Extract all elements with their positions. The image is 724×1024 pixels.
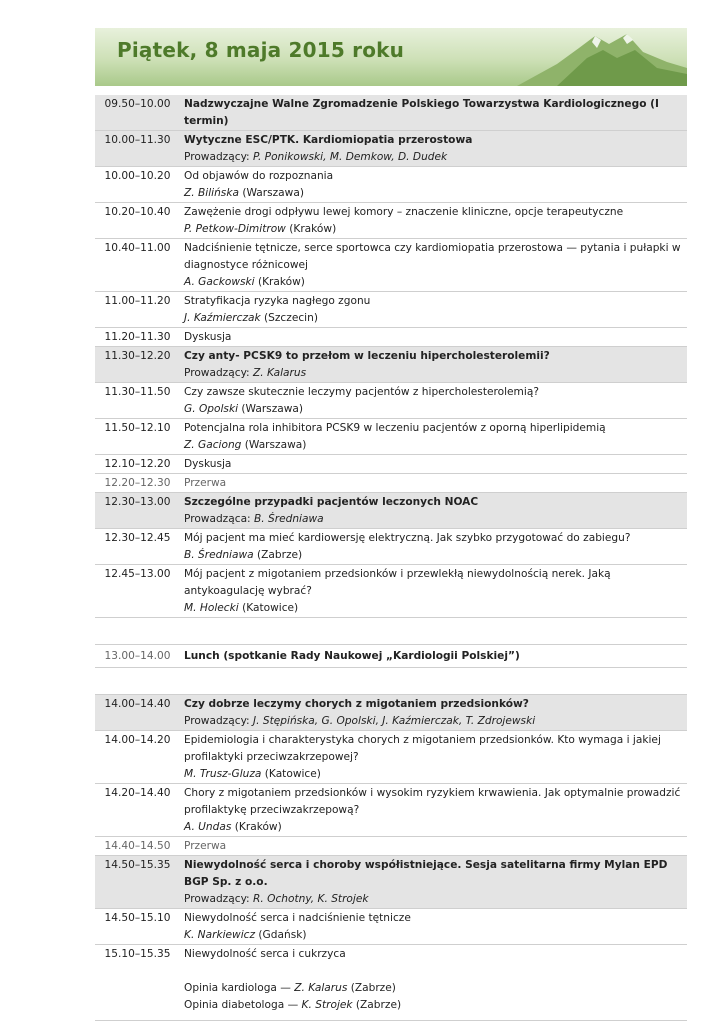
table-row: [95, 565, 687, 618]
talk-title: Niewydolność serca i nadciśnienie tętnicze: [184, 912, 411, 924]
time-cell: 12.45–13.00: [104, 568, 171, 580]
time-cell: 11.50–12.10: [104, 422, 171, 434]
speaker-name: K. Strojek: [301, 999, 353, 1011]
table-row: [95, 347, 687, 383]
time-cell: 14.40–14.50: [104, 840, 171, 852]
talk-title: Niewydolność serca i cukrzyca: [184, 948, 346, 960]
chair-label: Prowadzący:: [184, 715, 250, 727]
time-cell: 14.00–14.40: [104, 698, 171, 710]
table-row: [95, 731, 687, 784]
time-cell: 12.10–12.20: [104, 458, 171, 470]
time-cell: 10.00–10.20: [104, 170, 171, 182]
speaker-place: (Warszawa): [244, 439, 307, 451]
chair-label: Prowadzący:: [184, 151, 250, 163]
session-title: Czy anty- PCSK9 to przełom w leczeniu hipercholesterolemii?: [184, 350, 550, 362]
chair-names: R. Ochotny, K. Strojek: [253, 893, 369, 905]
speaker-name: A. Undas: [184, 821, 232, 833]
table-row: [95, 837, 687, 856]
time-cell: 10.40–11.00: [104, 242, 171, 254]
time-cell: 12.30–12.45: [104, 532, 171, 544]
time-cell: 11.20–11.30: [104, 331, 171, 343]
table-row: [95, 474, 687, 493]
session-title: Niewydolność serca i choroby współistniejące. Sesja satelitarna firmy Mylan EPD BGP Sp. z o.o.: [184, 859, 668, 888]
speaker-place: (Zabrze): [257, 549, 303, 561]
table-row: [95, 856, 687, 909]
time-cell: 11.00–11.20: [104, 295, 171, 307]
table-row: [95, 95, 687, 131]
table-row: [95, 784, 687, 837]
chair-label: Prowadzący:: [184, 893, 250, 905]
table-row: [95, 239, 687, 292]
table-row: [95, 694, 687, 731]
time-cell: 14.00–14.20: [104, 734, 171, 746]
talk-title: Mój pacjent z migotaniem przedsionków i przewlekłą niewydolnością nerek. Jaką antykoagulację wybrać?: [184, 568, 611, 597]
discussion-label: Dyskusja: [184, 458, 232, 470]
talk-title: Czy zawsze skutecznie leczymy pacjentów z hipercholesterolemią?: [184, 386, 539, 398]
table-row: [95, 529, 687, 565]
session-title: Czy dobrze leczymy chorych z migotaniem przedsionków?: [184, 698, 529, 710]
speaker-place: (Kraków): [289, 223, 337, 235]
speaker-name: P. Petkow-Dimitrow: [184, 223, 286, 235]
speaker-place: (Warszawa): [242, 187, 304, 199]
talk-title: Mój pacjent ma mieć kardiowersję elektryczną. Jak szybko przygotować do zabiegu?: [184, 532, 631, 544]
chair-label: Prowadząca:: [184, 513, 251, 525]
speaker-name: Z. Bilińska: [184, 187, 239, 199]
chair-names: Z. Kalarus: [253, 367, 307, 379]
speaker-name: Z. Kalarus: [294, 982, 348, 994]
chair-names: J. Stępińska, G. Opolski, J. Kaźmierczak, T. Zdrojewski: [253, 715, 536, 727]
speaker-name: M. Trusz-Gluza: [184, 768, 262, 780]
time-cell: 10.20–10.40: [104, 206, 171, 218]
time-cell: 10.00–11.30: [104, 134, 171, 146]
discussion-label: Dyskusja: [184, 331, 232, 343]
time-cell: 15.10–15.35: [104, 948, 171, 960]
talk-title: Zawężenie drogi odpływu lewej komory – znaczenie kliniczne, opcje terapeutyczne: [184, 206, 624, 218]
talk-title: Od objawów do rozpoznania: [184, 170, 334, 182]
session-title: Szczególne przypadki pacjentów leczonych NOAC: [184, 496, 479, 508]
speaker-place: (Katowice): [264, 768, 321, 780]
time-cell: 14.50–15.10: [104, 912, 171, 924]
table-row: [95, 292, 687, 328]
speaker-name: Z. Gaciong: [184, 439, 242, 451]
table-row: [95, 203, 687, 239]
page-header-banner: [95, 28, 687, 86]
speaker-place: (Gdańsk): [258, 929, 307, 941]
table-row: [95, 644, 687, 668]
time-cell: 11.30–12.20: [104, 350, 171, 362]
talk-title: Chory z migotaniem przedsionków i wysokim ryzykiem krwawienia. Jak optymalnie prowadzić profilaktykę przeciwzakrzepową?: [184, 787, 681, 816]
session-title: Wytyczne ESC/PTK. Kardiomiopatia przerostowa: [184, 134, 473, 146]
speaker-place: (Kraków): [257, 276, 305, 288]
time-cell: 12.30–13.00: [104, 496, 171, 508]
opinion-label: Opinia kardiologa —: [184, 982, 291, 994]
time-cell: 11.30–11.50: [104, 386, 171, 398]
table-row: [95, 167, 687, 203]
talk-title: Potencjalna rola inhibitora PCSK9 w leczeniu pacjentów z oporną hiperlipidemią: [184, 422, 606, 434]
break-label: Przerwa: [184, 477, 227, 489]
session-title: Nadzwyczajne Walne Zgromadzenie Polskiego Towarzystwa Kardiologicznego (I termin): [184, 98, 659, 127]
chair-names: P. Ponikowski, M. Demkow, D. Dudek: [253, 151, 448, 163]
table-row: [95, 945, 687, 1021]
session-title: Lunch (spotkanie Rady Naukowej „Kardiologii Polskiej”): [184, 650, 520, 662]
speaker-name: G. Opolski: [184, 403, 239, 415]
break-label: Przerwa: [184, 840, 227, 852]
speaker-place: (Szczecin): [264, 312, 318, 324]
talk-title: Stratyfikacja ryzyka nagłego zgonu: [184, 295, 371, 307]
speaker-place: (Zabrze): [350, 982, 396, 994]
talk-title: Nadciśnienie tętnicze, serce sportowca czy kardiomiopatia przerostowa — pytania i pułapki w diagnostyce różnicowej: [184, 242, 681, 271]
time-cell: 09.50–10.00: [104, 98, 171, 110]
speaker-place: (Katowice): [242, 602, 299, 614]
speaker-name: K. Narkiewicz: [184, 929, 256, 941]
time-cell: 14.20–14.40: [104, 787, 171, 799]
speaker-name: A. Gackowski: [184, 276, 255, 288]
time-cell: 14.50–15.35: [104, 859, 171, 871]
schedule-table: [95, 95, 687, 1021]
talk-title: Epidemiologia i charakterystyka chorych z migotaniem przedsionków. Kto wymaga i jakiej profilaktyki przeciwzakrzepowej?: [184, 734, 661, 763]
table-row: [95, 328, 687, 347]
speaker-place: (Warszawa): [241, 403, 304, 415]
speaker-place: (Zabrze): [355, 999, 402, 1011]
opinion-label: Opinia diabetologa —: [184, 999, 299, 1011]
table-row: [95, 131, 687, 167]
table-row: [95, 419, 687, 455]
speaker-place: (Kraków): [234, 821, 282, 833]
time-cell: 13.00–14.00: [104, 650, 171, 662]
chair-names: B. Średniawa: [254, 513, 324, 525]
chair-label: Prowadzący:: [184, 367, 250, 379]
speaker-name: M. Holecki: [184, 602, 239, 614]
table-row: [95, 455, 687, 474]
page-title: Piątek, 8 maja 2015 roku: [117, 38, 405, 62]
table-row: [95, 909, 687, 945]
speaker-name: B. Średniawa: [184, 549, 254, 561]
table-row: [95, 383, 687, 419]
time-cell: 12.20–12.30: [104, 477, 171, 489]
mountain-icon: [517, 28, 687, 86]
table-row: [95, 493, 687, 529]
speaker-name: J. Kaźmierczak: [184, 312, 261, 324]
